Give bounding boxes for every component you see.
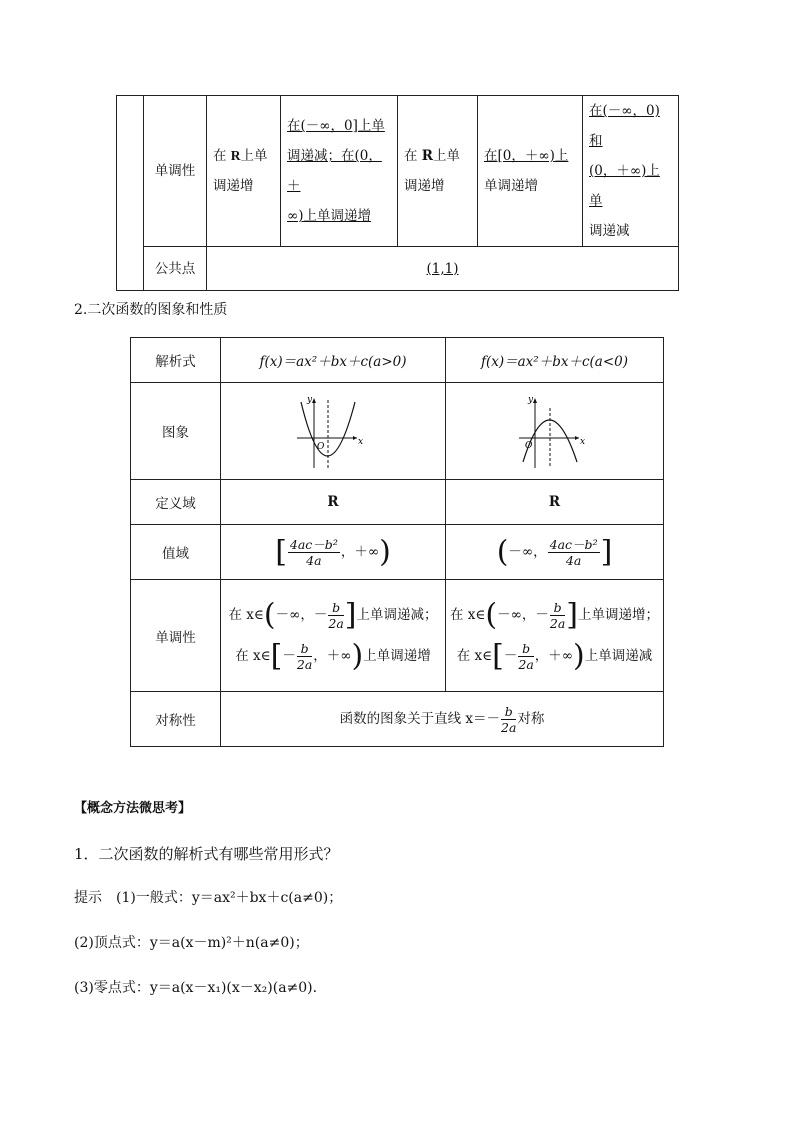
symmetry-value: 函数的图象关于直线 x＝－ $\frac{b}{2a}$ 对称 <box>221 692 664 747</box>
cell-monotonic-1: 在 R上单 调递增 <box>207 96 281 247</box>
graph-cell-upward <box>221 383 446 480</box>
monotonic-pos-line2: 在 x∈[－ $\frac{b}{2a}$ ，＋∞)上单调递增 <box>235 638 431 673</box>
x-axis-label: x <box>579 437 585 447</box>
row-label-range: 值域 <box>131 525 221 580</box>
x-arrow <box>353 436 357 440</box>
row-label-monotonicity: 单调性 <box>131 580 221 692</box>
monotonic-pos <box>221 580 446 692</box>
row-label-monotonicity: 单调性 <box>144 96 207 247</box>
cell-monotonic-2: 在(－∞，0]上单 调递减；在(0，＋ ∞)上单调递增 <box>281 96 398 247</box>
monotonic-neg <box>446 580 664 692</box>
cell-monotonic-5: 在(－∞，0)和 (0，＋∞)上单 调递减 <box>583 96 679 247</box>
x-axis-label: x <box>358 437 364 447</box>
cell-monotonic-3: 在 R上单 调递增 <box>398 96 478 247</box>
downward-parabola-graph <box>515 392 595 470</box>
zero-form: (3)零点式：y＝a(x－x₁)(x－x₂)(a≠0). <box>74 980 318 996</box>
y-arrow <box>533 398 537 403</box>
common-point-value: (1,1) <box>207 247 679 291</box>
y-axis-label: y <box>307 395 313 405</box>
monotonic-neg-line2: 在 x∈[－ $\frac{b}{2a}$ ，＋∞)上单调递减 <box>456 638 653 673</box>
concept-heading: 【概念方法微思考】 <box>74 801 192 816</box>
section2-title: 2.二次函数的图象和性质 <box>74 302 228 318</box>
x-arrow <box>575 436 579 440</box>
range-pos: [ $\frac{\text{4ac－b²}}{4a}$ ，＋∞) <box>221 525 446 580</box>
row-label-common-point: 公共点 <box>144 247 207 291</box>
question-1: 1．二次函数的解析式有哪些常用形式？ <box>74 845 339 863</box>
header-a-negative: f(x)＝ax²＋bx＋c(a<0) <box>446 338 664 383</box>
header-a-positive: f(x)＝ax²＋bx＋c(a>0) <box>221 338 446 383</box>
table-left-margin-cell <box>117 96 144 291</box>
upward-parabola-graph <box>293 392 373 470</box>
monotonic-neg-line1: 在 x∈(－∞，－ $\frac{b}{2a}$ ]上单调递增； <box>450 597 659 632</box>
hint-general-form: 提示 (1)一般式：y＝ax²＋bx＋c(a≠0)； <box>74 890 343 906</box>
header-expression-label: 解析式 <box>131 338 221 383</box>
origin-label: O <box>524 441 532 451</box>
monotonic-pos-line1: 在 x∈(－∞，－ $\frac{b}{2a}$ ]上单调递减； <box>228 597 438 632</box>
cell-monotonic-4: 在[0，＋∞)上 单调递增 <box>478 96 583 247</box>
row-label-graph: 图象 <box>131 383 221 480</box>
origin-label: O <box>317 442 325 452</box>
domain-value-pos: R <box>221 480 446 525</box>
power-function-table <box>116 95 679 291</box>
y-arrow <box>312 398 316 403</box>
row-label-symmetry: 对称性 <box>131 692 221 747</box>
range-neg: (－∞， $\frac{\text{4ac－b²}}{4a}$ ] <box>446 525 664 580</box>
domain-value-neg: R <box>446 480 664 525</box>
graph-cell-downward <box>446 383 664 480</box>
row-label-domain: 定义域 <box>131 480 221 525</box>
vertex-form: (2)顶点式：y＝a(x－m)²＋n(a≠0)； <box>74 935 309 951</box>
y-axis-label: y <box>527 395 533 405</box>
quadratic-function-table <box>130 337 664 747</box>
